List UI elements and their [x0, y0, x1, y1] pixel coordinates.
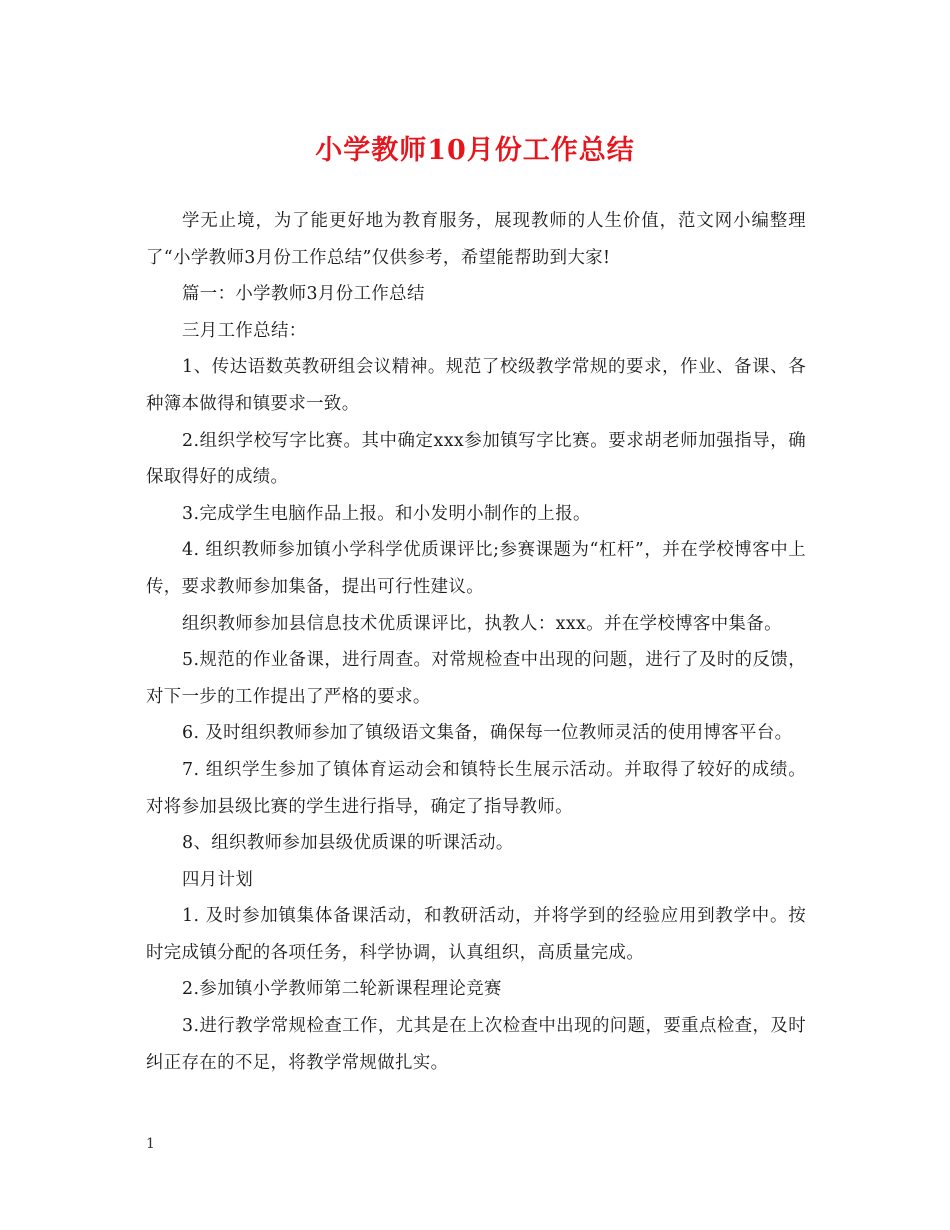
paragraph-item-7: 7. 组织学生参加了镇体育运动会和镇特长生展示活动。并取得了较好的成绩。对将参加县级比赛的学生进行指导，确定了指导教师。: [146, 759, 806, 817]
paragraph-march-summary-heading: 三月工作总结：: [182, 320, 307, 341]
paragraph-item-2: 2.组织学校写字比赛。其中确定xxx参加镇写字比赛。要求胡老师加强指导，确保取得好的成绩。: [146, 430, 806, 488]
paragraph-item-1: 1、传达语数英教研组会议精神。规范了校级教学常规的要求，作业、备课、各种簿本做得和镇要求一致。: [146, 357, 806, 414]
paragraph-item-8: 8、组织教师参加县级优质课的听课活动。: [182, 833, 514, 854]
paragraph-intro: 学无止境，为了能更好地为教育服务，展现教师的人生价值，范文网小编整理了“小学教师3月份工作总结”仅供参考，希望能帮助到大家!: [146, 211, 806, 268]
paragraph-item-6: 6. 及时组织教师参加了镇级语文集备，确保每一位教师灵活的使用博客平台。: [182, 723, 793, 744]
paragraph-plan-1: 1. 及时参加镇集体备课活动，和教研活动，并将学到的经验应用到教学中。按时完成镇分配的各项任务，科学协调，认真组织，高质量完成。: [146, 906, 806, 963]
document-title: 小学教师10月份工作总结: [315, 135, 635, 166]
paragraph-section-heading: 篇一：小学教师3月份工作总结: [182, 284, 425, 305]
paragraph-item-4: 4. 组织教师参加镇小学科学优质课评比;参赛课题为“杠杆”，并在学校博客中上传，要求教师参加集备，提出可行性建议。: [146, 540, 806, 597]
paragraph-item-4-extra: 组织教师参加县信息技术优质课评比，执教人：xxx。并在学校博客中集备。: [182, 613, 782, 634]
paragraph-item-5: 5.规范的作业备课，进行周查。对常规检查中出现的问题，进行了及时的反馈，对下一步的工作提出了严格的要求。: [146, 650, 806, 707]
paragraph-plan-3: 3.进行教学常规检查工作，尤其是在上次检查中出现的问题，要重点检查，及时纠正存在的不足，将教学常规做扎实。: [146, 1016, 806, 1073]
paragraph-item-3: 3.完成学生电脑作品上报。和小发明小制作的上报。: [182, 503, 591, 524]
page-number: 1: [146, 1136, 155, 1152]
paragraph-april-plan-heading: 四月计划: [182, 869, 254, 890]
document-body: [146, 203, 806, 1081]
paragraph-plan-2: 2.参加镇小学教师第二轮新课程理论竞赛: [182, 979, 502, 1000]
